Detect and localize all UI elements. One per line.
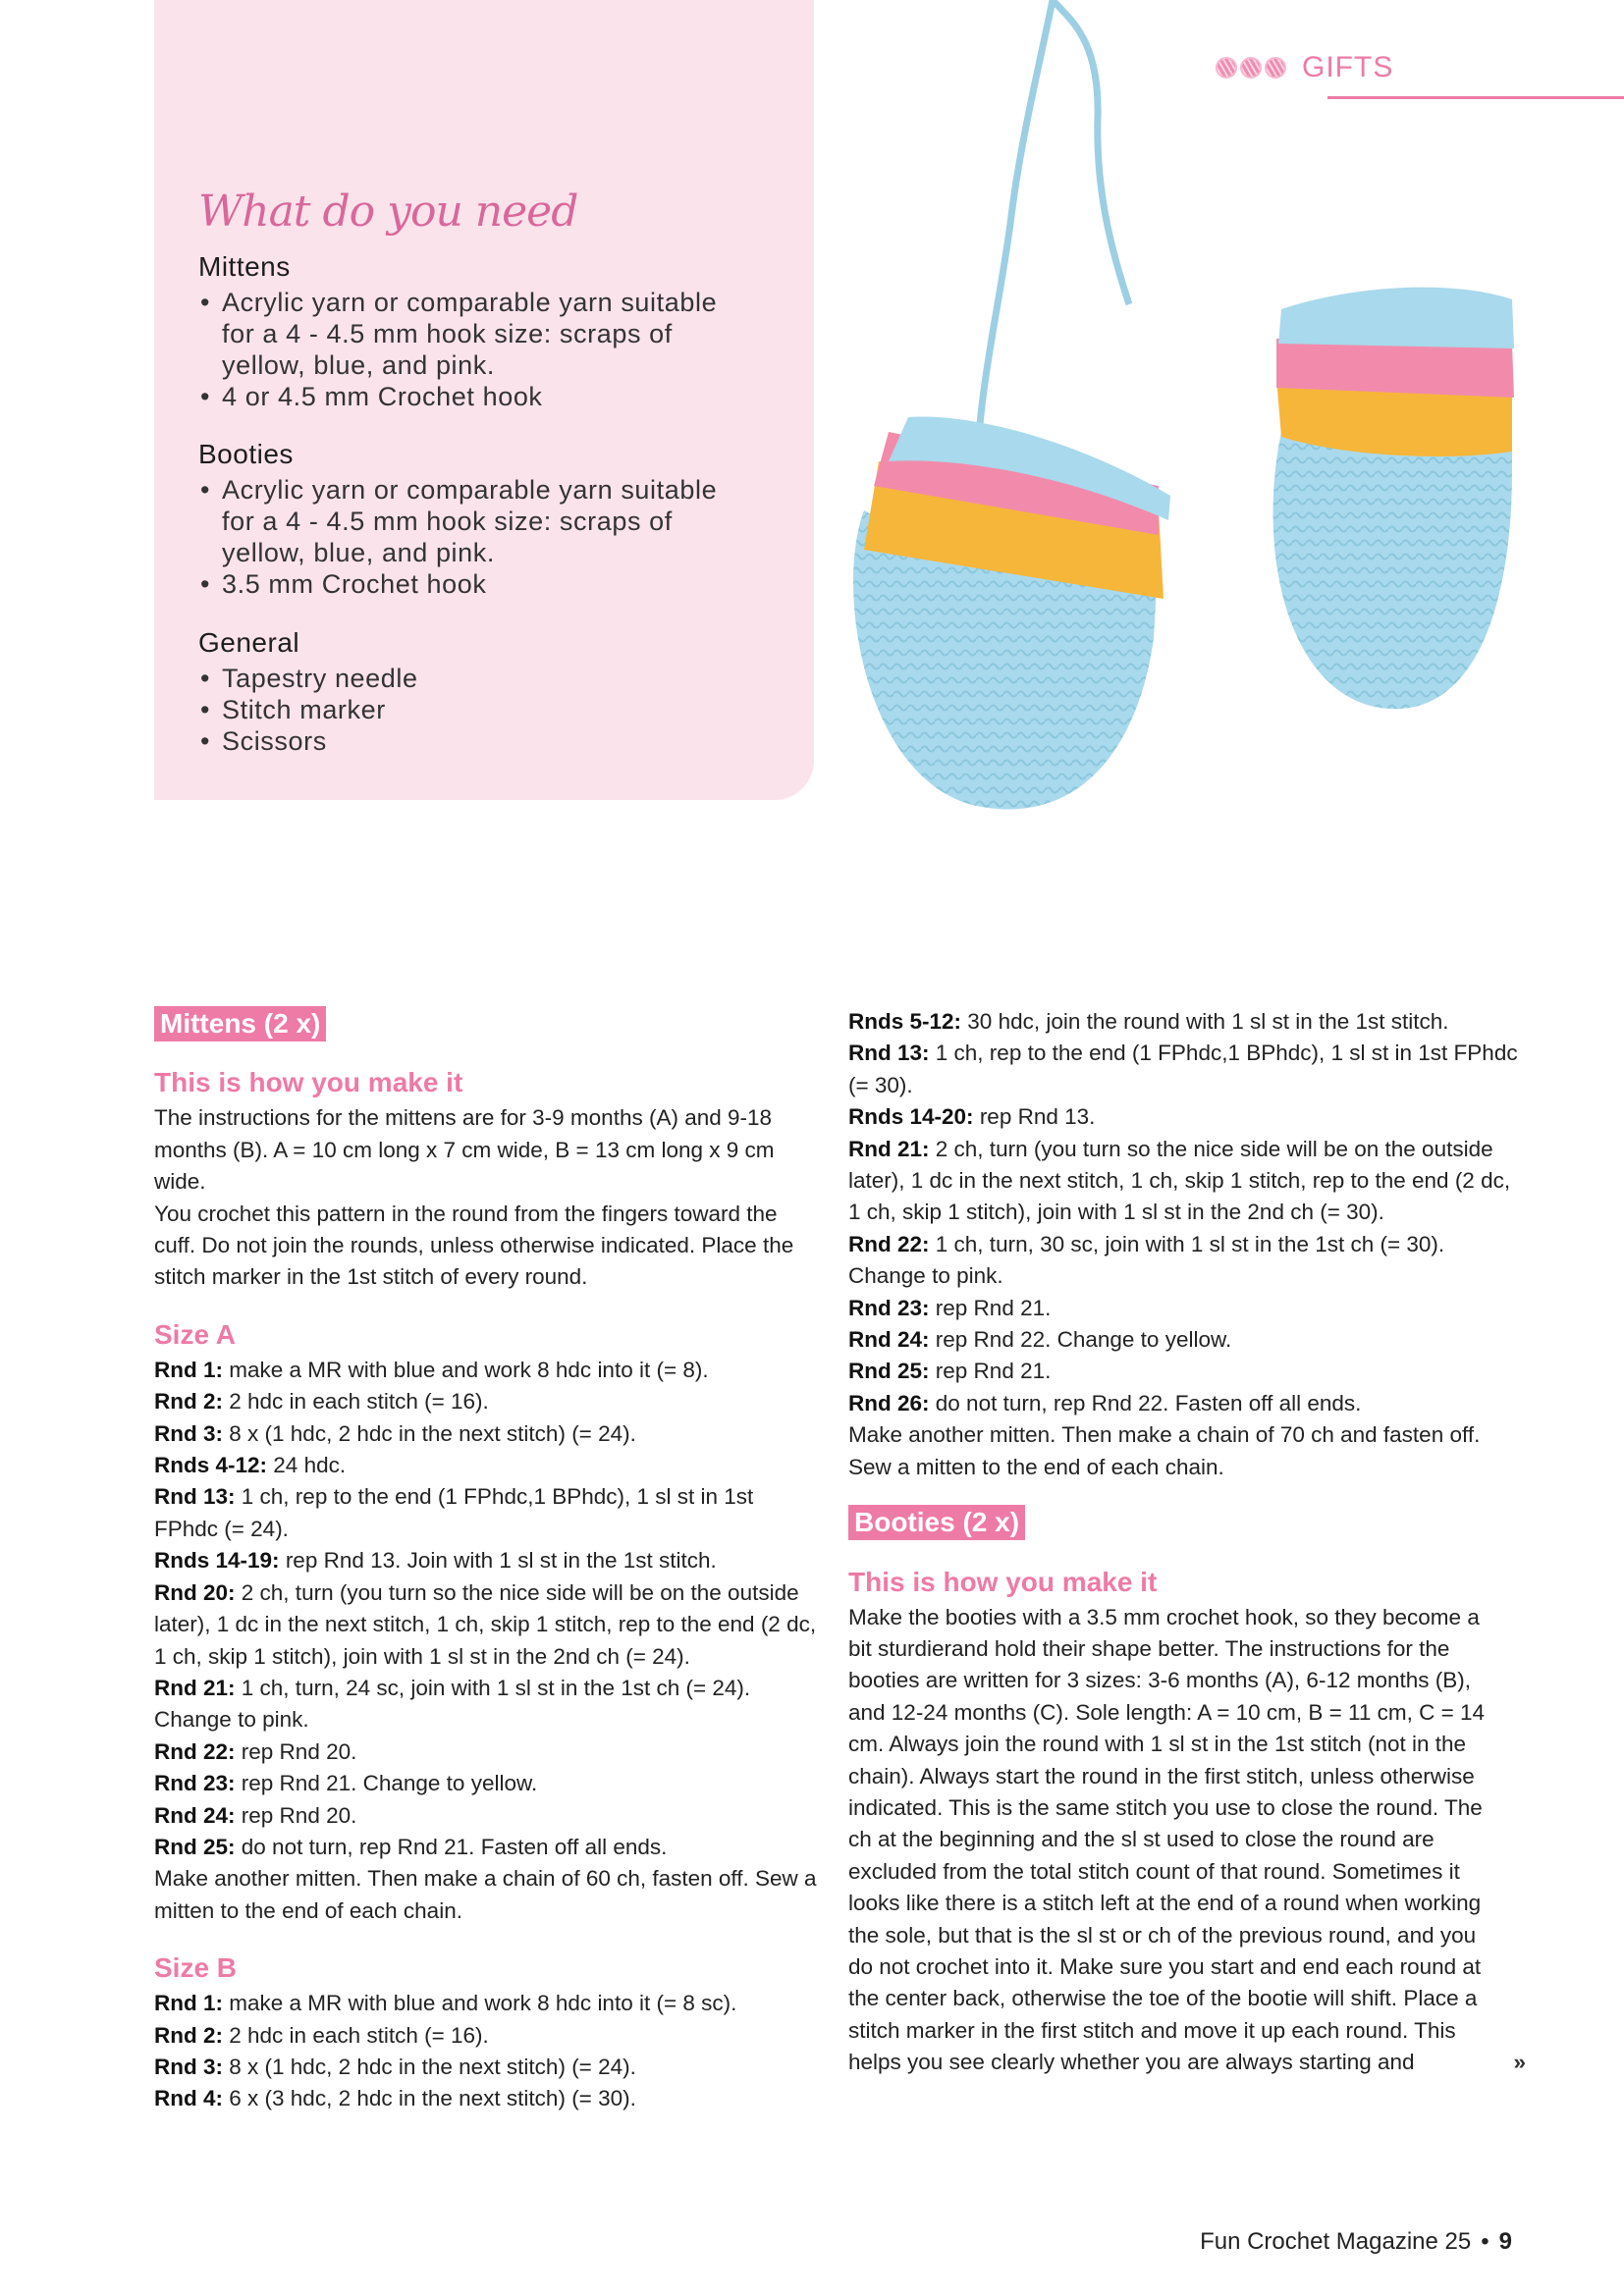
round-label: Rnd 25: [848,1359,930,1384]
round-label: Rnd 23: [154,1771,236,1796]
instruction-row [154,1481,822,1545]
chain-string [1053,0,1129,304]
instruction-row [154,2020,822,2052]
round-label: Rnds 14-19: [154,1548,280,1574]
round-label: Rnd 2: [154,1389,223,1415]
round-label: Rnd 1: [154,1357,223,1382]
instruction-row [154,2083,822,2114]
materials-heading: Booties [198,439,294,469]
instruction-row [154,2052,822,2083]
materials-item: • Scissors [198,725,787,757]
round-text: 24 hdc. [273,1453,347,1478]
round-text: rep Rnd 22. Change to yellow. [935,1327,1232,1353]
instruction-row [848,1229,1526,1293]
round-label: Rnd 24: [154,1802,236,1828]
mittens-howto-title: This is how you make it [154,1067,463,1098]
materials-mittens [198,251,787,412]
round-text: rep Rnd 13. [979,1104,1096,1130]
materials-heading: General [198,627,300,658]
round-text: do not turn, rep Rnd 21. Fasten off all ends. [241,1834,668,1859]
round-label: Rnd 13: [154,1484,236,1510]
round-text: 8 x (1 hdc, 2 hdc in the next stitch) (= 24). [229,1420,636,1446]
instruction-row [848,1134,1526,1229]
instruction-row [848,1293,1526,1324]
round-label: Rnd 3: [154,1420,223,1446]
round-text: 1 ch, turn, 30 sc, join with 1 sl st in the 1st ch (= 30). Change to pink. [848,1231,1445,1289]
materials-item: • 3.5 mm Crochet hook [198,568,787,600]
round-text: 8 x (1 hdc, 2 hdc in the next stitch) (= 24). [229,2054,636,2079]
round-text: 1 ch, rep to the end (1 FPhdc,1 BPhdc), 1 sl st in 1st FPhdc (= 24). [154,1484,754,1541]
round-text: 1 ch, rep to the end (1 FPhdc,1 BPhdc), 1 sl st in 1st FPhdc (= 30). [848,1041,1518,1097]
booties-intro: Make the booties with a 3.5 mm crochet hook, so they become a bit sturdierand hold their shape better. The instructions for the booties are written for 3 sizes: 3-6 months (A), 6-12 months (B), and 12-24 months (C). Sole length: A = 10 cm, B = 11 cm, C = 14 cm. Always join the round with 1 sl st in the 1st stitch (not in the chain). Always start the round in the first stitch, unless otherwise indicated. This is the same stitch you use to close the round. The ch at the beginning and the sl st used to close the round are excluded from the total stitch count of that round. Sometimes it looks like there is a stitch left at the end of a round when working the sole, but that is the sl st or ch of the previous round, and you do not crochet into it. Make sure you start and end each round at the center back, otherwise the toe of the bootie will shift. Place a stitch marker in the first stitch and move it up each round. This helps you see clearly whether you are always starting and [848,1604,1486,2075]
round-text: 1 ch, turn, 24 sc, join with 1 sl st in the 1st ch (= 24). Change to pink. [154,1675,751,1733]
materials-booties [198,439,787,600]
instruction-row [154,1832,822,1863]
page-footer [1200,2228,1512,2256]
materials-item: • 4 or 4.5 mm Crochet hook [198,381,787,412]
round-text: 2 ch, turn (you turn so the nice side will be on the outside later), 1 dc in the next stitch, 1 ch, skip 1 stitch, rep to the end (2 dc, 1 ch, skip 1 stitch), join with 1 sl st in the 2nd ch (= 24). [154,1579,817,1669]
instruction-row [154,1673,822,1736]
magazine-name: Fun Crochet Magazine 25 [1200,2228,1472,2255]
round-text: rep Rnd 20. [241,1738,357,1764]
round-text: rep Rnd 21. [935,1295,1052,1320]
round-label: Rnd 25: [154,1834,236,1859]
booties-label: Booties (2 x) [848,1505,1025,1540]
round-label: Rnd 26: [848,1390,930,1415]
mittens-intro: The instructions for the mittens are for 3-9 months (A) and 9-18 months (B). A = 10 cm long x 7 cm wide, B = 13 cm long x 9 cm wide. [154,1105,775,1195]
instruction-row [154,1386,822,1417]
chain-string [977,0,1053,461]
instruction-row [848,1101,1526,1133]
size-b-closing: Make another mitten. Then make a chain of 70 ch and fasten off. Sew a mitten to the end of each chain. [848,1422,1481,1479]
round-text: make a MR with blue and work 8 hdc into it (= 8 sc). [229,1991,737,2016]
round-label: Rnd 13: [848,1041,930,1066]
round-label: Rnd 21: [848,1136,930,1161]
section-label: GIFTS [1302,51,1394,83]
instruction-row [848,1324,1526,1356]
mittens-intro: You crochet this pattern in the round from the fingers toward the cuff. Do not join the rounds, unless otherwise indicated. Place the stitch marker in the 1st stitch of every round. [154,1201,794,1290]
materials-general [198,627,787,757]
size-a-closing: Make another mitten. Then make a chain of 60 ch, fasten off. Sew a mitten to the end of each chain. [154,1866,817,1923]
round-text: 6 x (3 hdc, 2 hdc in the next stitch) (= 30). [229,2086,636,2111]
round-label: Rnd 3: [154,2054,223,2079]
booties-howto-title: This is how you make it [848,1566,1158,1597]
instruction-row [848,1006,1526,1038]
right-column [848,1006,1526,2079]
materials-title: What do you need [198,187,578,237]
round-text: make a MR with blue and work 8 hdc into it (= 8). [229,1357,709,1382]
round-label: Rnd 23: [848,1295,930,1320]
round-text: rep Rnd 20. [241,1802,357,1828]
instruction-row [848,1388,1526,1419]
left-mitten [853,416,1170,809]
round-label: Rnds 14-20: [848,1104,974,1130]
page-number: 9 [1498,2228,1512,2255]
materials-item: • Acrylic yarn or comparable yarn suitable for a 4 - 4.5 mm hook size: scraps of yellow, blue, and pink. [198,287,732,381]
instruction-row [154,1355,822,1386]
instruction-row [154,1736,822,1768]
size-a-title: Size A [154,1318,236,1350]
materials-item: • Tapestry needle [198,663,787,694]
continue-arrow-icon: » [1513,2050,1526,2075]
instruction-row [848,1356,1526,1387]
instruction-row [154,1577,822,1673]
instruction-row [154,1545,822,1576]
round-text: rep Rnd 21. Change to yellow. [241,1771,538,1796]
round-label: Rnd 21: [154,1675,236,1700]
mittens-photo [825,0,1624,815]
round-text: 2 ch, turn (you turn so the nice side will be on the outside later), 1 dc in the next stitch, 1 ch, skip 1 stitch, rep to the end (2 dc, 1 ch, skip 1 stitch), join with 1 sl st in the 2nd ch (= 30). [848,1136,1511,1225]
instruction-row [154,1450,822,1481]
materials-item: • Acrylic yarn or comparable yarn suitable for a 4 - 4.5 mm hook size: scraps of yellow, blue, and pink. [198,474,732,568]
round-label: Rnds 5-12: [848,1009,962,1034]
round-label: Rnd 20: [154,1579,236,1605]
size-b-title: Size B [154,1952,238,1984]
round-label: Rnd 4: [154,2086,223,2111]
round-label: Rnd 22: [848,1231,930,1256]
round-label: Rnd 22: [154,1738,236,1764]
footer-bullet: • [1481,2228,1489,2255]
mittens-label: Mittens (2 x) [154,1006,326,1041]
materials-item: • Stitch marker [198,694,787,725]
round-text: 2 hdc in each stitch (= 16). [229,1389,489,1415]
round-text: rep Rnd 13. Join with 1 sl st in the 1st stitch. [285,1548,717,1574]
round-text: 30 hdc, join the round with 1 sl st in the 1st stitch. [967,1009,1449,1034]
round-text: do not turn, rep Rnd 22. Fasten off all ends. [935,1390,1362,1415]
materials-heading: Mittens [198,251,291,282]
instruction-row [154,1988,822,2019]
round-label: Rnds 4-12: [154,1453,268,1478]
instruction-row [154,1800,822,1832]
round-label: Rnd 2: [154,2022,223,2048]
right-mitten [1273,288,1514,710]
round-label: Rnd 1: [154,1991,223,2016]
instruction-row [848,1038,1526,1101]
round-text: rep Rnd 21. [935,1359,1052,1384]
instruction-row [154,1768,822,1799]
round-text: 2 hdc in each stitch (= 16). [229,2022,489,2048]
round-label: Rnd 24: [848,1327,930,1353]
left-column [154,1006,822,2115]
instruction-row [154,1418,822,1450]
